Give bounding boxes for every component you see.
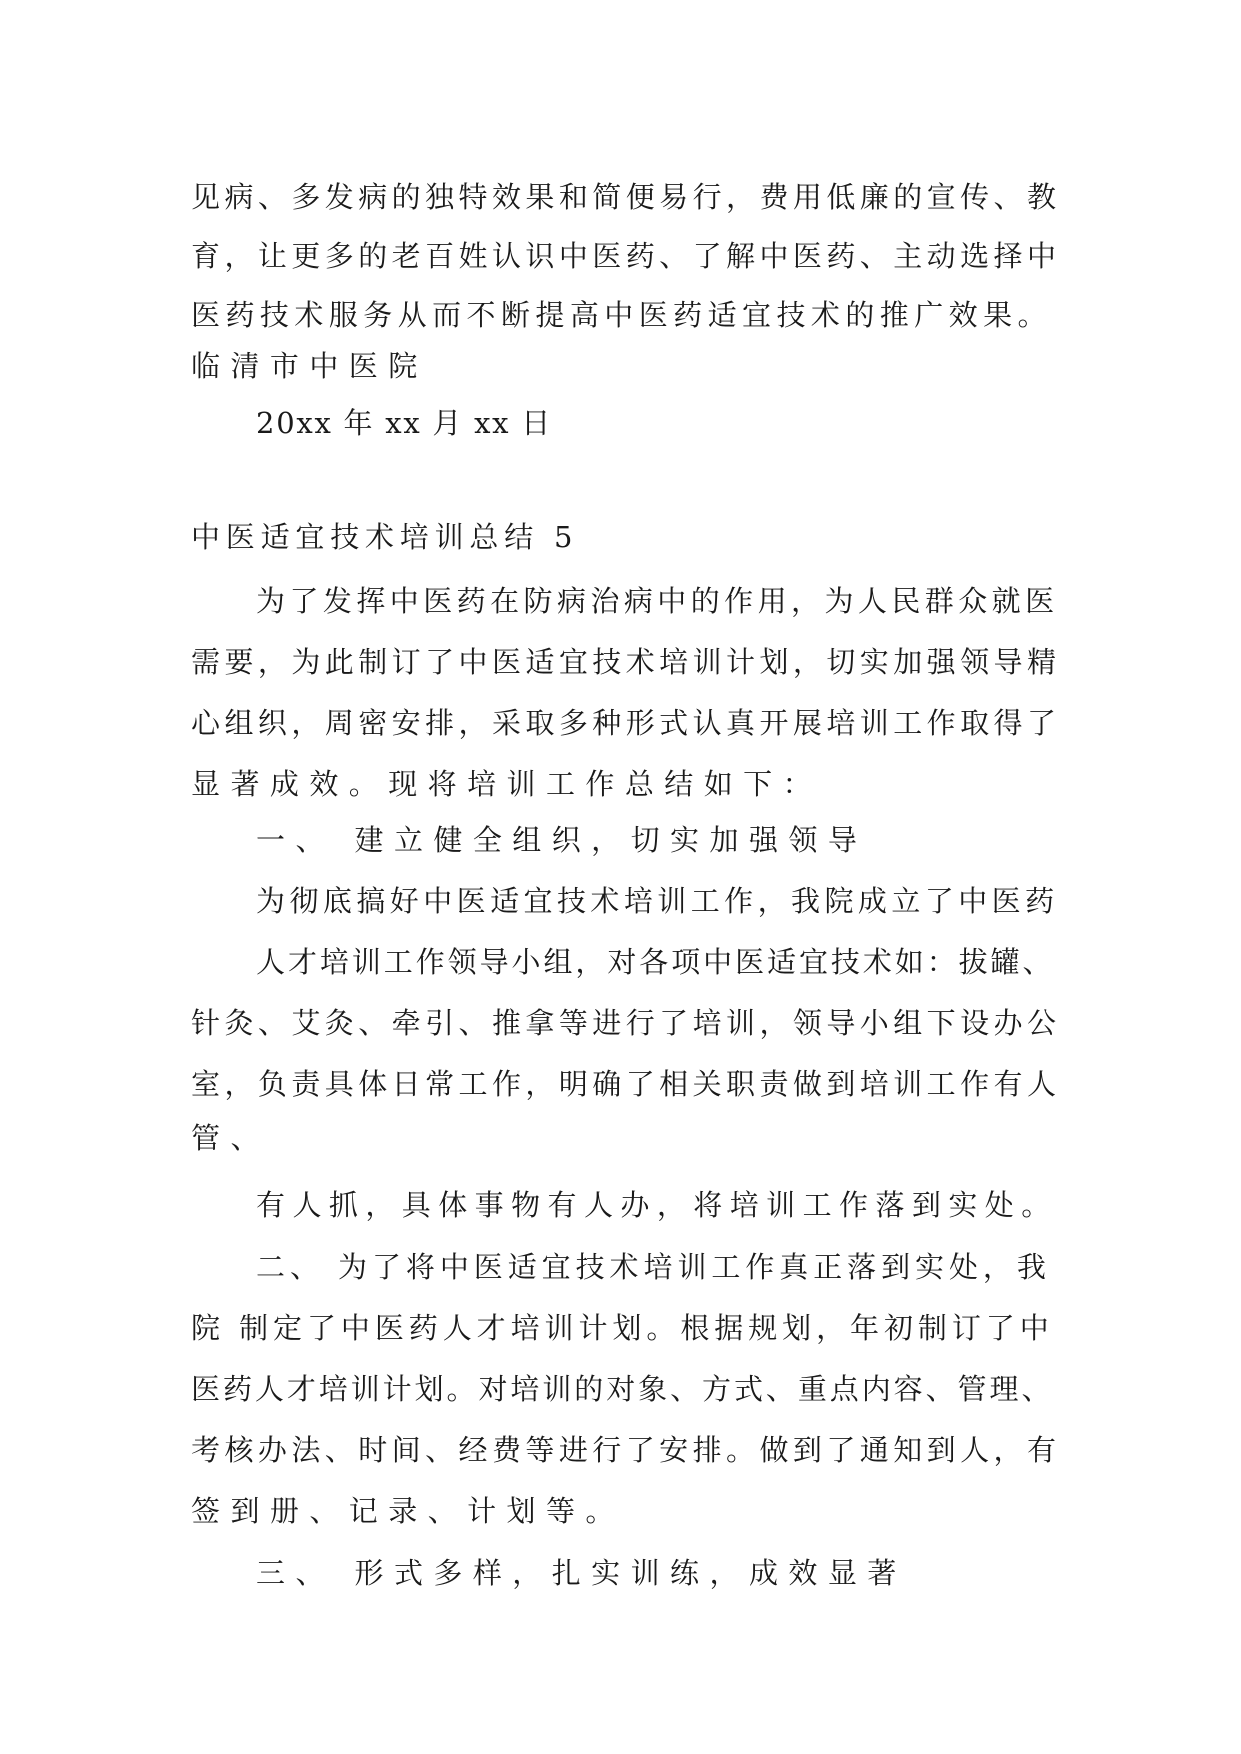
- paragraph-line: 针灸、艾灸、牵引、推拿等进行了培训，领导小组下设办公: [191, 1006, 1061, 1040]
- paragraph-line: 院 制定了中医药人才培训计划。根据规划，年初制订了中: [191, 1311, 1054, 1345]
- signature-date: 20xx 年 xx 月 xx 日: [256, 406, 552, 440]
- paragraph-line: 育，让更多的老百姓认识中医药、了解中医药、主动选择中: [191, 239, 1061, 273]
- paragraph-line: 见病、多发病的独特效果和简便易行，费用低廉的宣传、教: [191, 180, 1061, 214]
- paragraph-line: 需要，为此制订了中医适宜技术培训计划，切实加强领导精: [191, 645, 1061, 679]
- paragraph-line: 为了发挥中医药在防病治病中的作用，为人民群众就医: [256, 584, 1059, 618]
- signature-organization: 临清市中医院: [191, 349, 428, 383]
- heading-one: 一、 建立健全组织，切实加强领导: [256, 823, 868, 857]
- paragraph-line: 室，负责具体日常工作，明确了相关职责做到培训工作有人: [191, 1067, 1061, 1101]
- paragraph-line: 考核办法、时间、经费等进行了安排。做到了通知到人，有: [191, 1433, 1061, 1467]
- heading-three: 三、 形式多样，扎实训练，成效显著: [256, 1556, 907, 1590]
- paragraph-line: 有人抓，具体事物有人办，将培训工作落到实处。: [256, 1188, 1058, 1222]
- paragraph-line: 为彻底搞好中医适宜技术培训工作，我院成立了中医药: [256, 884, 1059, 918]
- paragraph-line: 医药技术服务从而不断提高中医药适宜技术的推广效果。: [191, 298, 1053, 332]
- paragraph-line: 二、 为了将中医适宜技术培训工作真正落到实处，我: [256, 1250, 1051, 1284]
- paragraph-line: 显著成效。现将培训工作总结如下：: [191, 767, 823, 801]
- paragraph-line: 医药人才培训计划。对培训的对象、方式、重点内容、管理、: [191, 1372, 1054, 1406]
- paragraph-line: 签到册、记录、计划等。: [191, 1494, 625, 1528]
- section-title: 中医适宜技术培训总结 5: [191, 520, 579, 554]
- paragraph-line: 管、: [191, 1121, 270, 1155]
- paragraph-line: 心组织，周密安排，采取多种形式认真开展培训工作取得了: [191, 706, 1061, 740]
- paragraph-line: 人才培训工作领导小组，对各项中医适宜技术如：拔罐、: [256, 945, 1055, 979]
